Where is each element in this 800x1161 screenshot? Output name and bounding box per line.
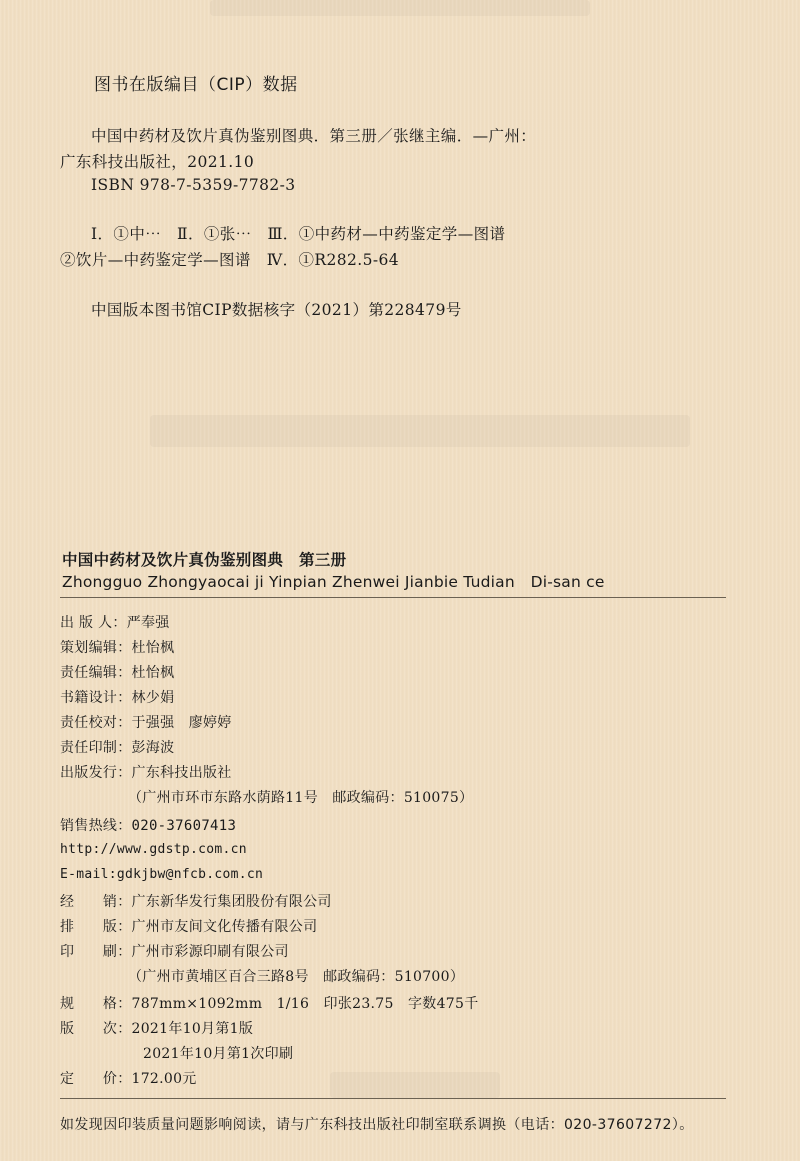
- info-edition-print: 2021年10月第1次印刷: [143, 1046, 294, 1062]
- cip-line-title: 中国中药材及饮片真伪鉴别图典．第三册／张继主编．—广州：: [91, 127, 537, 145]
- info-label: 书籍设计：: [60, 690, 132, 706]
- info-row-proofreader: [60, 712, 232, 732]
- info-row-responsible-editor: [60, 662, 174, 682]
- info-row-spec: [60, 993, 479, 1013]
- cip-line-record-number: 中国版本图书馆CIP数据核字（2021）第228479号: [91, 301, 462, 319]
- info-label: 版 次：: [60, 1021, 132, 1037]
- info-row-hotline: [60, 815, 236, 835]
- website-link[interactable]: http://www.gdstp.com.cn: [60, 842, 247, 857]
- info-value: 杜怡枫: [131, 640, 175, 656]
- info-row-price: [60, 1068, 197, 1088]
- info-value: 2021年10月第1版: [131, 1021, 254, 1037]
- info-value: 严奉强: [126, 615, 170, 631]
- info-label: 规 格：: [60, 996, 132, 1012]
- show-through-block: [330, 1072, 500, 1098]
- info-row-printer: [60, 941, 289, 961]
- info-distribution-address: （广州市环市东路水荫路11号 邮政编码：510075）: [128, 790, 474, 806]
- info-label: 定 价：: [60, 1071, 132, 1087]
- info-label: 出版发行：: [60, 765, 132, 781]
- info-row-book-design: [60, 687, 174, 707]
- cip-line-isbn: ISBN 978-7-5359-7782-3: [91, 176, 296, 194]
- cip-heading: 图书在版编目（CIP）数据: [94, 75, 298, 95]
- email-link[interactable]: E-mail:gdkjbw@nfcb.com.cn: [60, 867, 264, 882]
- info-row-distribution: [60, 762, 232, 782]
- book-title-chinese: 中国中药材及饮片真伪鉴别图典 第三册: [62, 551, 347, 569]
- info-label: 责任校对：: [60, 715, 132, 731]
- info-label: 经 销：: [60, 894, 132, 910]
- info-label: 责任印制：: [60, 740, 132, 756]
- show-through-block: [210, 0, 590, 16]
- info-value: 杜怡枫: [131, 665, 175, 681]
- info-value: 广州市友间文化传播有限公司: [131, 919, 318, 935]
- info-label: 排 版：: [60, 919, 132, 935]
- info-label: 销售热线：: [60, 818, 132, 834]
- info-value: 020-37607413: [131, 818, 237, 834]
- info-row-dealer: [60, 891, 332, 911]
- info-value: 787mm×1092mm 1/16 印张23.75 字数475千: [131, 996, 479, 1012]
- cip-line-classification-cont: ②饮片—中药鉴定学—图谱 Ⅳ．①R282.5-64: [60, 251, 399, 269]
- info-value: 于强强 廖婷婷: [131, 715, 232, 731]
- quality-notice: 如发现因印装质量问题影响阅读，请与广东科技出版社印制室联系调换（电话：020-37607272）。: [60, 1117, 694, 1133]
- info-value: 广东新华发行集团股份有限公司: [131, 894, 332, 910]
- info-row-printing-supervisor: [60, 737, 174, 757]
- cip-line-publisher: 广东科技出版社，2021.10: [60, 153, 255, 171]
- info-label: 印 刷：: [60, 944, 132, 960]
- book-title-pinyin: Zhongguo Zhongyaocai ji Yinpian Zhenwei Jianbie Tudian Di-san ce: [62, 573, 605, 591]
- info-printer-address: （广州市黄埔区百合三路8号 邮政编码：510700）: [128, 969, 465, 985]
- info-row-typesetting: [60, 916, 317, 936]
- info-row-planning-editor: [60, 637, 174, 657]
- info-value: 林少娟: [131, 690, 175, 706]
- info-label: 策划编辑：: [60, 640, 132, 656]
- info-value: 广东科技出版社: [131, 765, 232, 781]
- info-row-edition: [60, 1018, 253, 1038]
- divider-bottom: [60, 1098, 726, 1099]
- info-value: 172.00元: [131, 1071, 197, 1087]
- divider-top: [60, 597, 726, 598]
- info-row-publisher: [60, 612, 170, 632]
- show-through-block: [150, 415, 690, 447]
- info-value: 广州市彩源印刷有限公司: [131, 944, 289, 960]
- info-label: 责任编辑：: [60, 665, 132, 681]
- cip-line-classification: Ⅰ．①中⋯ Ⅱ．①张⋯ Ⅲ．①中药材—中药鉴定学—图谱: [91, 225, 506, 243]
- info-label: 出 版 人：: [60, 615, 127, 631]
- info-value: 彭海波: [131, 740, 175, 756]
